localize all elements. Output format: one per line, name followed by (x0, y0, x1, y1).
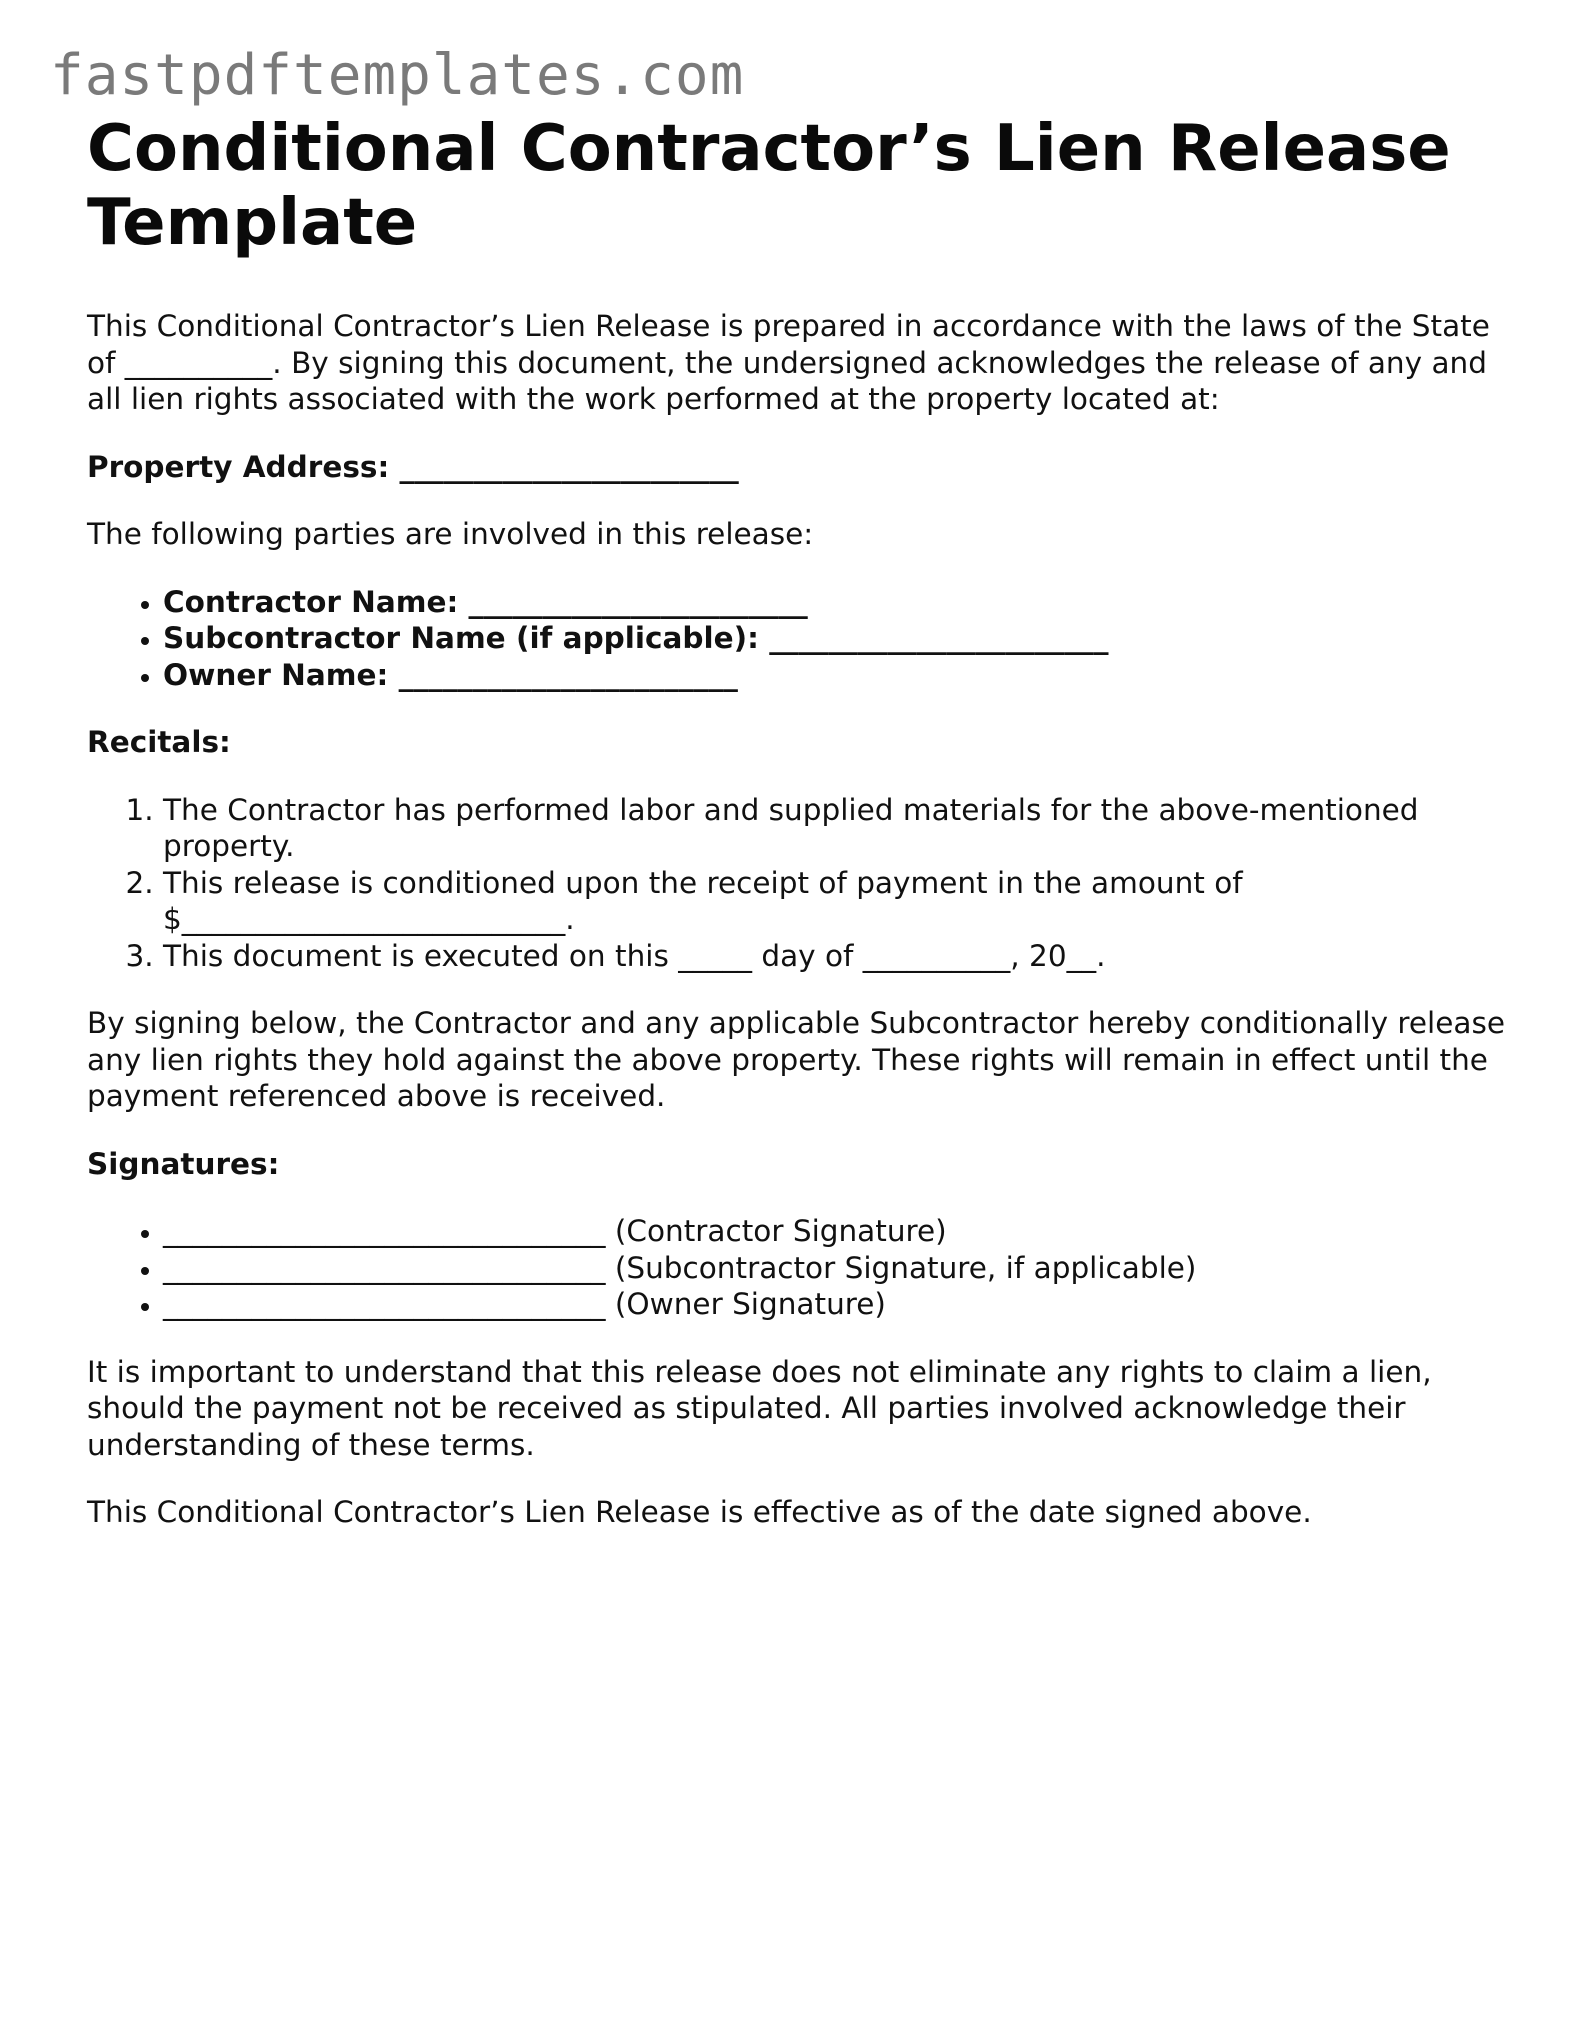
signatures-heading: Signatures: (87, 1146, 280, 1181)
subcontractor-name-field: • Subcontractor Name (if applicable): _______________________ (163, 620, 1507, 657)
intro-paragraph: This Conditional Contractor’s Lien Release is prepared in accordance with the laws of the State of __________. By signing this document, the undersigned acknowledges the release of any and all lien rights associated with the work performed at the property located at: (87, 309, 1490, 416)
contractor-name-field: • Contractor Name: _______________________ (163, 584, 1507, 621)
owner-signature-line: • ______________________________ (Owner Signature) (163, 1286, 1507, 1323)
effective-statement: This Conditional Contractor’s Lien Release is effective as of the date signed above. (87, 1495, 1312, 1529)
recitals-list (87, 792, 1507, 975)
recital-item: 1. The Contractor has performed labor and supplied materials for the above-mentioned property. (163, 792, 1507, 865)
property-address-field: Property Address: _______________________ (87, 449, 739, 484)
subcontractor-signature-line: • ______________________________ (Subcontractor Signature, if applicable) (163, 1250, 1507, 1287)
recital-item: 2. This release is conditioned upon the receipt of payment in the amount of $__________________________. (163, 865, 1507, 938)
owner-name-field: • Owner Name: _______________________ (163, 657, 1507, 694)
parties-list (87, 584, 1507, 694)
parties-intro: The following parties are involved in this release: (87, 517, 814, 551)
document-title: Conditional Contractor’s Lien Release Template (87, 112, 1451, 260)
closing-note: It is important to understand that this release does not eliminate any rights to claim a lien, should the payment not be received as stipulated. All parties involved acknowledge their understanding of these terms. (87, 1354, 1432, 1462)
contractor-signature-line: • ______________________________ (Contractor Signature) (163, 1213, 1507, 1250)
recitals-heading: Recitals: (87, 725, 231, 759)
site-watermark: fastpdftemplates.com (50, 43, 745, 108)
document-page (87, 112, 1507, 1562)
release-statement: By signing below, the Contractor and any applicable Subcontractor hereby conditionally release any lien rights they hold against the above property. These rights will remain in effect until the payment referenced above is received. (87, 1006, 1505, 1113)
signatures-list (87, 1213, 1507, 1323)
recital-item: 3. This document is executed on this _____ day of __________, 20__. (163, 938, 1507, 975)
